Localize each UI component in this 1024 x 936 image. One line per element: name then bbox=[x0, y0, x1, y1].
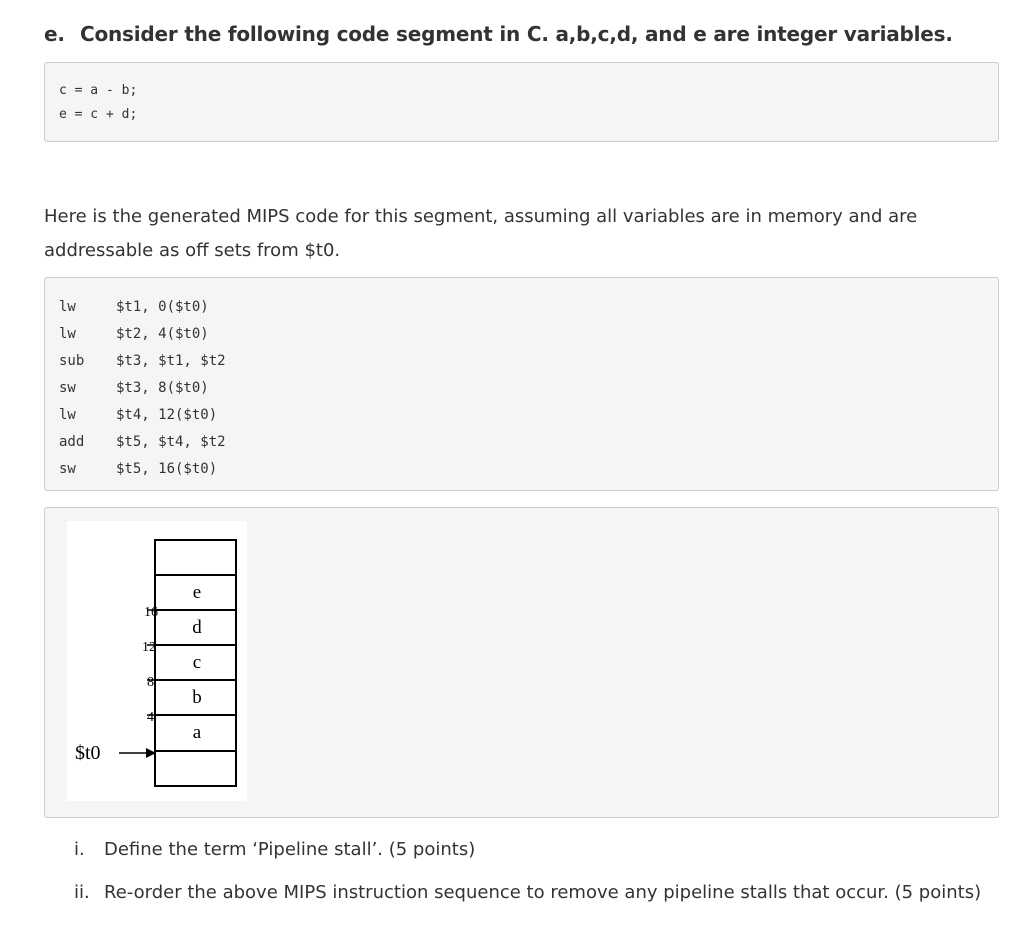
mips-opcode: sw bbox=[59, 380, 76, 396]
offset-label-8: 8 bbox=[147, 675, 154, 690]
list-item-number: i. bbox=[74, 839, 85, 860]
mips-operands: $t1, 0($t0) bbox=[116, 299, 209, 315]
cell-label-a: a bbox=[192, 722, 202, 743]
question-marker: e. bbox=[44, 22, 65, 46]
mips-operands: $t3, $t1, $t2 bbox=[116, 353, 226, 369]
c-code-block bbox=[44, 62, 999, 142]
mips-line bbox=[59, 321, 984, 348]
mips-code-block bbox=[44, 277, 999, 491]
mips-line bbox=[59, 375, 984, 402]
intro-paragraph: Here is the generated MIPS code for this segment, assuming all variables are in memory and are addressable as off sets from $t0. bbox=[44, 206, 918, 261]
offset-label-12: 12 bbox=[142, 640, 156, 655]
memory-diagram bbox=[67, 521, 247, 801]
question-title: Consider the following code segment in C. a,b,c,d, and e are integer variables. bbox=[80, 22, 953, 46]
mips-opcode: add bbox=[59, 434, 85, 450]
list-item-number: ii. bbox=[74, 882, 90, 903]
question-list bbox=[74, 834, 981, 920]
mips-line bbox=[59, 456, 984, 483]
list-item bbox=[74, 877, 981, 920]
mips-operands: $t2, 4($t0) bbox=[116, 326, 209, 342]
mips-operands: $t5, 16($t0) bbox=[116, 461, 218, 477]
memory-figure-block bbox=[44, 507, 999, 818]
base-register-label: $t0 bbox=[75, 742, 101, 764]
mips-opcode: sub bbox=[59, 353, 85, 369]
mips-operands: $t4, 12($t0) bbox=[116, 407, 218, 423]
mips-opcode: sw bbox=[59, 461, 76, 477]
mips-opcode: lw bbox=[59, 326, 76, 342]
cell-label-b: b bbox=[192, 687, 202, 708]
mips-opcode: lw bbox=[59, 299, 76, 315]
mips-opcode: lw bbox=[59, 407, 76, 423]
mips-line bbox=[59, 402, 984, 429]
cell-label-e: e bbox=[192, 582, 202, 603]
list-item-text: Define the term ‘Pipeline stall’. (5 points) bbox=[104, 839, 476, 860]
offset-label-4: 4 bbox=[147, 710, 154, 725]
c-code-line: c = a - b; bbox=[59, 83, 138, 98]
list-item-text: Re-order the above MIPS instruction sequence to remove any pipeline stalls that occur. (5 points) bbox=[104, 882, 982, 903]
mips-operands: $t5, $t4, $t2 bbox=[116, 434, 226, 450]
cell-label-c: c bbox=[192, 652, 202, 673]
mips-line bbox=[59, 294, 984, 321]
mips-line bbox=[59, 348, 984, 375]
c-code-line: e = c + d; bbox=[59, 107, 138, 122]
list-item bbox=[74, 834, 981, 877]
offset-label-16: 16 bbox=[144, 605, 158, 620]
question-heading bbox=[44, 22, 953, 46]
mips-line bbox=[59, 429, 984, 456]
cell-label-d: d bbox=[192, 617, 202, 638]
mips-operands: $t3, 8($t0) bbox=[116, 380, 209, 396]
